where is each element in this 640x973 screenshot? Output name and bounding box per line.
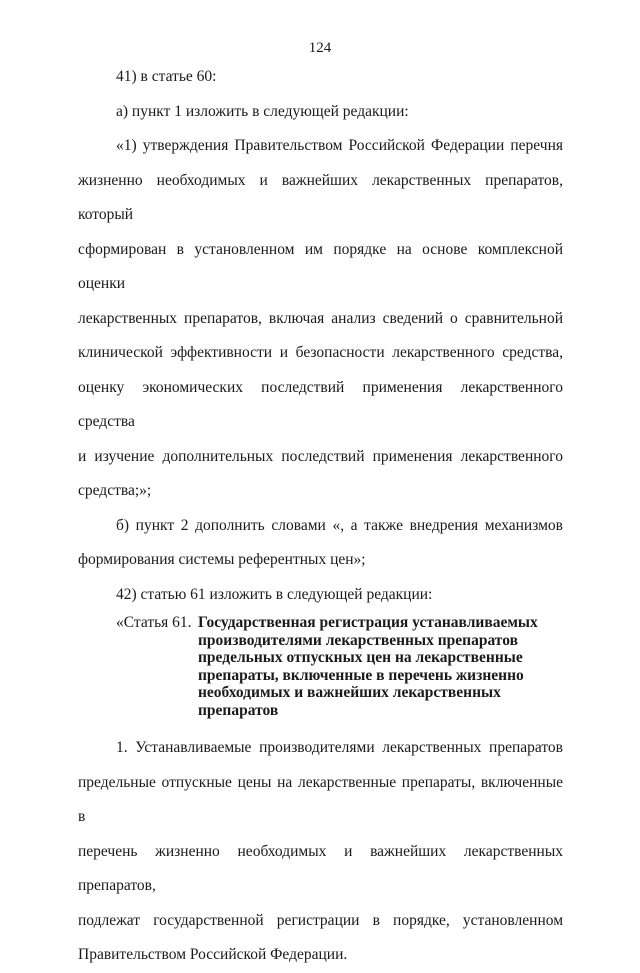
article-title-line: препараты, включенные в перечень жизненно xyxy=(198,666,524,684)
item-41-text: 41) в статье 60: xyxy=(116,68,217,85)
point-1-line: лекарственных препаратов, включая анализ сведений о сравнительной xyxy=(78,309,563,327)
clause-1-line: 1. Устанавливаемые производителями лекарственных препаратов xyxy=(116,739,563,756)
clause-1-paragraph xyxy=(78,731,563,973)
article-title-line: производителями лекарственных препаратов xyxy=(198,631,518,649)
page-number: 124 xyxy=(308,40,332,56)
sub-item-a xyxy=(78,95,563,130)
document-body xyxy=(78,60,563,973)
sub-item-b xyxy=(78,509,563,578)
point-1-line: клинической эффективности и безопасности лекарственного средства, xyxy=(78,344,563,361)
sub-item-b-line: б) пункт 2 дополнить словами «, а также внедрения механизмов xyxy=(116,516,563,534)
clause-1-line: подлежат государственной регистрации в порядке, установленном xyxy=(78,911,563,929)
article-title-line: препаратов xyxy=(198,701,279,719)
item-41 xyxy=(78,60,563,95)
point-1-line: жизненно необходимых и важнейших лекарственных препаратов, который xyxy=(78,171,563,223)
point-1-line: оценку экономических последствий применения лекарственного средства xyxy=(78,378,563,430)
sub-item-b-line: формирования системы референтных цен»; xyxy=(78,551,366,568)
point-1-line: средства;»; xyxy=(78,482,152,499)
point-1-paragraph xyxy=(78,129,563,509)
article-title xyxy=(198,614,563,719)
item-42-text: 42) статью 61 изложить в следующей редакции: xyxy=(116,585,433,603)
article-label: «Статья 61. xyxy=(116,614,192,631)
point-1-line: «1) утверждения Правительством Российской Федерации перечня xyxy=(116,137,563,154)
clause-1-line: предельные отпускные цены на лекарственные препараты, включенные в xyxy=(78,773,563,825)
point-1-line: и изучение дополнительных последствий применения лекарственного xyxy=(78,447,563,465)
article-61-heading xyxy=(78,614,563,719)
article-title-line: предельных отпускных цен на лекарственные xyxy=(198,649,523,666)
article-title-line: Государственная регистрация устанавливаемых xyxy=(198,614,538,631)
point-1-line: сформирован в установленном им порядке на основе комплексной оценки xyxy=(78,240,563,292)
clause-1-line: Правительством Российской Федерации. xyxy=(78,946,348,963)
clause-1-line: перечень жизненно необходимых и важнейших лекарственных препаратов, xyxy=(78,842,563,894)
article-title-line: необходимых и важнейших лекарственных xyxy=(198,684,501,701)
item-42 xyxy=(78,578,563,613)
sub-item-a-text: а) пункт 1 изложить в следующей редакции: xyxy=(116,102,409,120)
